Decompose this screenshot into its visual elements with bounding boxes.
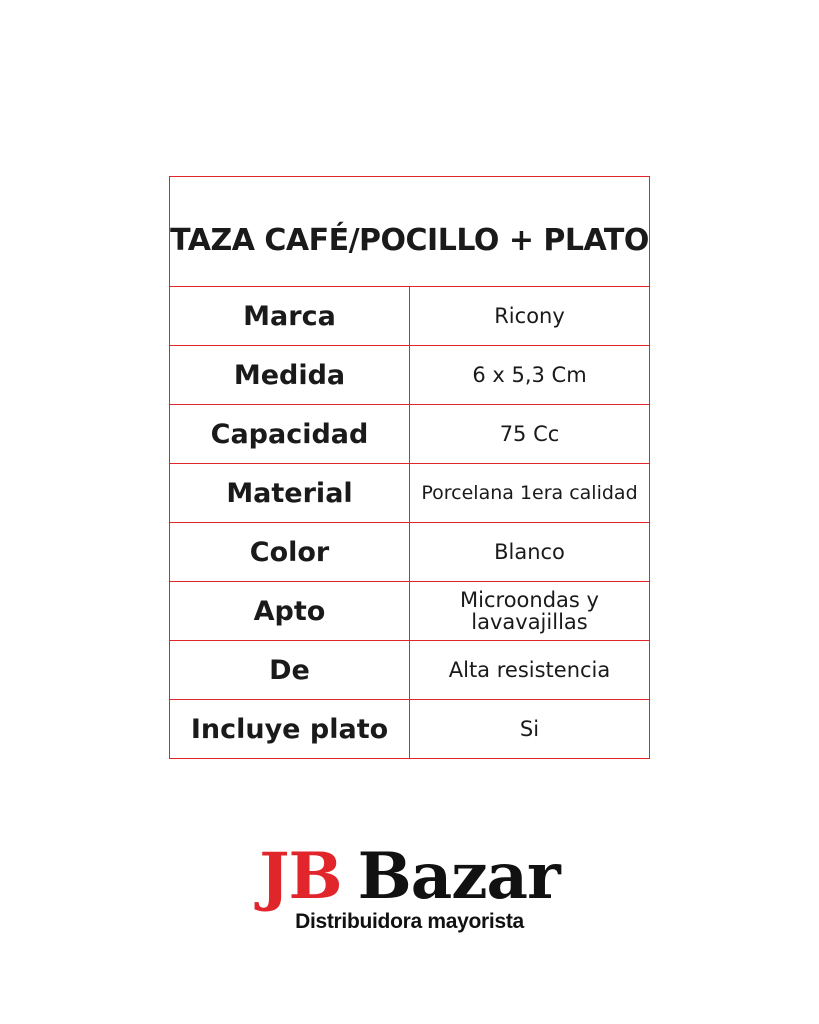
- row-label: Marca: [170, 287, 410, 346]
- table-row: [170, 464, 650, 523]
- title-row: [170, 177, 650, 287]
- table-row: [170, 700, 650, 759]
- row-label: Apto: [170, 582, 410, 641]
- row-label: Color: [170, 523, 410, 582]
- row-value: 6 x 5,3 Cm: [410, 346, 650, 405]
- spec-table: [169, 176, 650, 759]
- brand-logo: [0, 839, 819, 934]
- row-label: Incluye plato: [170, 700, 410, 759]
- table-row: [170, 641, 650, 700]
- row-value: Si: [410, 700, 650, 759]
- row-value: Alta resistencia: [410, 641, 650, 700]
- table-row: [170, 346, 650, 405]
- row-label: Medida: [170, 346, 410, 405]
- row-label: De: [170, 641, 410, 700]
- row-value: Microondas y lavavajillas: [410, 582, 650, 641]
- row-label: Capacidad: [170, 405, 410, 464]
- row-value: Blanco: [410, 523, 650, 582]
- table-row: [170, 582, 650, 641]
- logo-tagline: Distribuidora mayorista: [295, 910, 524, 933]
- row-value: 75 Cc: [410, 405, 650, 464]
- table-row: [170, 287, 650, 346]
- row-value: Porcelana 1era calidad: [410, 464, 650, 523]
- row-label: Material: [170, 464, 410, 523]
- row-value: Ricony: [410, 287, 650, 346]
- logo-wordmark: [0, 839, 819, 914]
- table-row: [170, 405, 650, 464]
- product-title: TAZA CAFÉ/POCILLO + PLATO: [170, 177, 650, 287]
- logo-bazar: Bazar: [357, 839, 560, 914]
- table-row: [170, 523, 650, 582]
- logo-jb: JB: [259, 839, 342, 914]
